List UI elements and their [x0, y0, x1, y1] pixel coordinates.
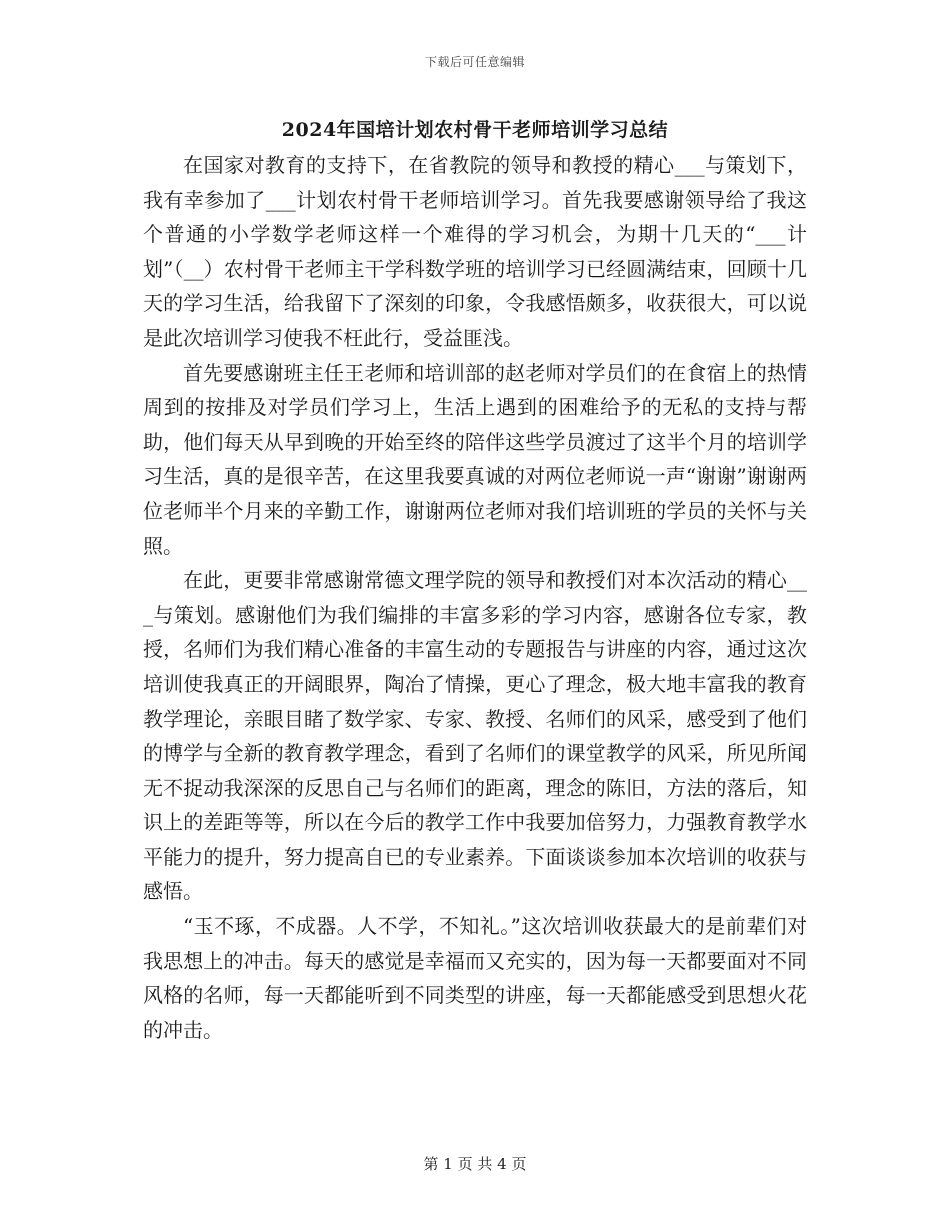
paragraph: 在国家对教育的支持下，在省教院的领导和教授的精心___与策划下，我有幸参加了___计划农村骨干老师培训学习。首先我要感谢领导给了我这个普通的小学数学老师这样一个难得的学习机会，为期十几天的“___计划”（__）农村骨干老师主干学科数学班的培训学习已经圆满结束，回顾十几天的学习生活，给我留下了深刻的印象，令我感悟颇多，收获很大，可以说是此次培训学习使我不枉此行，受益匪浅。 — [143, 153, 807, 350]
document-body — [143, 148, 807, 1047]
header-note: 下载后可任意编辑 — [424, 55, 525, 69]
page-indicator: 第 1 页 共 4 页 — [423, 1155, 527, 1173]
document-title: 2024年国培计划农村骨干老师培训学习总结 — [281, 119, 669, 141]
paragraph: 首先要感谢班主任王老师和培训部的赵老师对学员们的在食宿上的热情周到的按排及对学员们学习上，生活上遇到的困难给予的无私的支持与帮助，他们每天从早到晚的开始至终的陪伴这些学员渡过了这半个月的培训学习生活，真的是很辛苦，在这里我要真诚的对两位老师说一声“谢谢”谢谢两位老师半个月来的辛勤工作，谢谢两位老师对我们培训班的学员的关怀与关照。 — [143, 360, 807, 558]
paragraph: “玉不琢，不成器。人不学，不知礼。”这次培训收获最大的是前辈们对我思想上的冲击。每天的感觉是幸福而又充实的，因为每一天都要面对不同风格的名师，每一天都能听到不同类型的讲座，每一天都能感受到思想火花的冲击。 — [143, 914, 807, 1042]
paragraph: 在此，更要非常感谢常德文理学院的领导和教授们对本次活动的精心___与策划。感谢他们为我们编排的丰富多彩的学习内容，感谢各位专家，教授，名师们为我们精心准备的丰富生动的专题报告与讲座的内容，通过这次培训使我真正的开阔眼界，陶冶了情操，更心了理念，极大地丰富我的教育教学理论，亲眼目睹了数学家、专家、教授、名师们的风采，感受到了他们的博学与全新的教育教学理念，看到了名师们的课堂教学的风采，所见所闻无不捉动我深深的反思自己与名师们的距离，理念的陈旧，方法的落后，知识上的差距等等，所以在今后的教学工作中我要加倍努力，力强教育教学水平能力的提升，努力提高自已的专业素养。下面谈谈参加本次培训的收获与感悟。 — [143, 568, 807, 904]
